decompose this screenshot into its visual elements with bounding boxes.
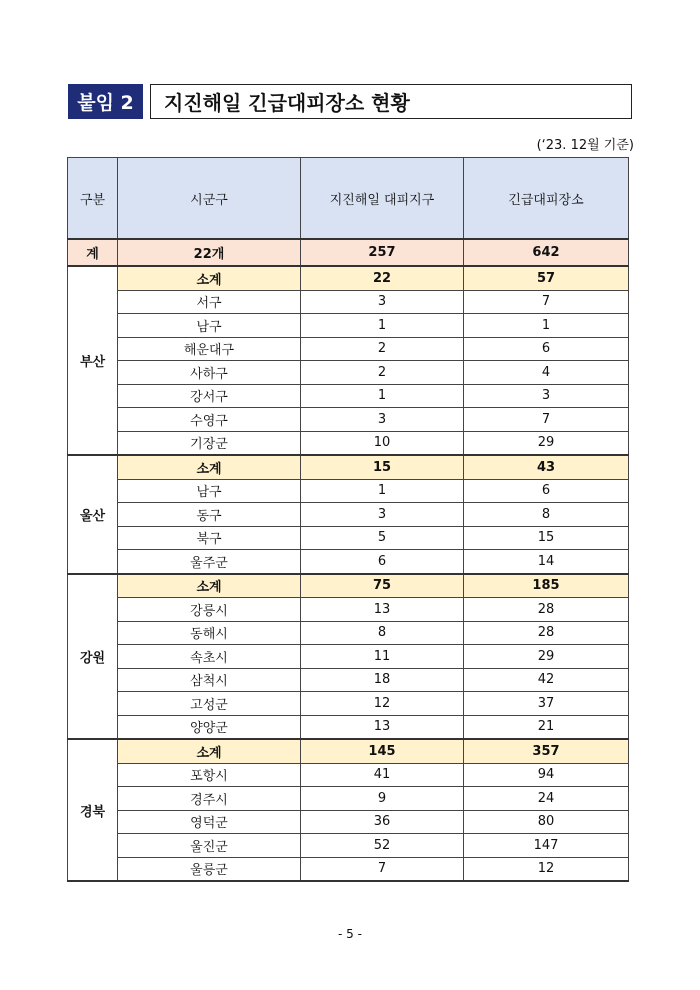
table-row (68, 431, 629, 455)
total-label: 계 (68, 239, 118, 266)
tsunami-zone-count: 2 (301, 337, 464, 361)
shelter-count: 28 (464, 621, 629, 645)
subtotal-label: 소계 (118, 455, 301, 479)
shelter-count: 6 (464, 337, 629, 361)
subtotal-shelters: 43 (464, 455, 629, 479)
district-name: 수영구 (118, 408, 301, 432)
shelter-count: 21 (464, 715, 629, 739)
district-name: 삼척시 (118, 668, 301, 692)
tsunami-zone-count: 13 (301, 715, 464, 739)
table-body (68, 239, 629, 881)
district-name: 경주시 (118, 787, 301, 811)
tsunami-zone-count: 1 (301, 314, 464, 338)
shelter-count: 14 (464, 550, 629, 574)
table-row (68, 550, 629, 574)
district-name: 울릉군 (118, 857, 301, 881)
tsunami-zone-count: 52 (301, 834, 464, 858)
tsunami-zone-count: 10 (301, 431, 464, 455)
subtotal-zones: 75 (301, 574, 464, 598)
tsunami-zone-count: 13 (301, 598, 464, 622)
district-name: 남구 (118, 314, 301, 338)
tsunami-zone-count: 9 (301, 787, 464, 811)
shelter-count: 4 (464, 361, 629, 385)
table-row (68, 692, 629, 716)
table-row (68, 314, 629, 338)
subtotal-row (68, 574, 629, 598)
table-row (68, 668, 629, 692)
district-name: 고성군 (118, 692, 301, 716)
header-district: 시군구 (118, 158, 301, 240)
region-cell: 울산 (68, 455, 118, 574)
shelter-status-table (67, 157, 629, 882)
table-row (68, 503, 629, 527)
district-name: 동구 (118, 503, 301, 527)
region-cell: 부산 (68, 266, 118, 455)
shelter-count: 37 (464, 692, 629, 716)
region-cell: 경북 (68, 739, 118, 881)
district-name: 양양군 (118, 715, 301, 739)
shelter-count: 3 (464, 384, 629, 408)
shelter-count: 6 (464, 479, 629, 503)
subtotal-zones: 22 (301, 266, 464, 290)
tsunami-zone-count: 41 (301, 763, 464, 787)
subtotal-label: 소계 (118, 266, 301, 290)
tsunami-zone-count: 7 (301, 857, 464, 881)
subtotal-shelters: 185 (464, 574, 629, 598)
reference-date: (‘23. 12월 기준) (536, 138, 634, 153)
header-tsunami-zones: 지진해일 대피지구 (301, 158, 464, 240)
table-row (68, 526, 629, 550)
table-row (68, 361, 629, 385)
tsunami-zone-count: 36 (301, 810, 464, 834)
total-districts: 22개 (118, 239, 301, 266)
district-name: 해운대구 (118, 337, 301, 361)
subtotal-label: 소계 (118, 739, 301, 763)
tsunami-zone-count: 1 (301, 384, 464, 408)
table-row (68, 763, 629, 787)
shelter-count: 7 (464, 290, 629, 314)
shelter-count: 15 (464, 526, 629, 550)
district-name: 사하구 (118, 361, 301, 385)
tsunami-zone-count: 18 (301, 668, 464, 692)
table-row (68, 810, 629, 834)
tsunami-zone-count: 5 (301, 526, 464, 550)
shelter-count: 29 (464, 645, 629, 669)
tsunami-zone-count: 11 (301, 645, 464, 669)
subtotal-row (68, 455, 629, 479)
district-name: 속초시 (118, 645, 301, 669)
shelter-count: 1 (464, 314, 629, 338)
table-header-row (68, 158, 629, 240)
table-row (68, 598, 629, 622)
shelter-count: 80 (464, 810, 629, 834)
table-row (68, 408, 629, 432)
district-name: 북구 (118, 526, 301, 550)
shelter-count: 28 (464, 598, 629, 622)
district-name: 영덕군 (118, 810, 301, 834)
district-name: 동해시 (118, 621, 301, 645)
tsunami-zone-count: 8 (301, 621, 464, 645)
subtotal-row (68, 266, 629, 290)
total-shelters: 642 (464, 239, 629, 266)
tsunami-zone-count: 3 (301, 503, 464, 527)
shelter-count: 94 (464, 763, 629, 787)
table-row (68, 479, 629, 503)
subtotal-shelters: 57 (464, 266, 629, 290)
district-name: 강서구 (118, 384, 301, 408)
total-row (68, 239, 629, 266)
table-row (68, 787, 629, 811)
district-name: 서구 (118, 290, 301, 314)
total-zones: 257 (301, 239, 464, 266)
subtotal-row (68, 739, 629, 763)
subtotal-shelters: 357 (464, 739, 629, 763)
tsunami-zone-count: 12 (301, 692, 464, 716)
shelter-count: 29 (464, 431, 629, 455)
district-name: 울주군 (118, 550, 301, 574)
table-row (68, 645, 629, 669)
table-row (68, 857, 629, 881)
district-name: 남구 (118, 479, 301, 503)
table-row (68, 621, 629, 645)
table-row (68, 337, 629, 361)
tsunami-zone-count: 3 (301, 290, 464, 314)
shelter-count: 24 (464, 787, 629, 811)
shelter-count: 42 (464, 668, 629, 692)
shelter-count: 147 (464, 834, 629, 858)
subtotal-zones: 145 (301, 739, 464, 763)
shelter-count: 7 (464, 408, 629, 432)
page-title: 지진해일 긴급대피장소 현황 (150, 84, 632, 119)
page-number: - 5 - (338, 927, 362, 941)
tsunami-zone-count: 2 (301, 361, 464, 385)
district-name: 포항시 (118, 763, 301, 787)
tsunami-zone-count: 1 (301, 479, 464, 503)
table-row (68, 715, 629, 739)
shelter-count: 12 (464, 857, 629, 881)
table-row (68, 290, 629, 314)
subtotal-zones: 15 (301, 455, 464, 479)
subtotal-label: 소계 (118, 574, 301, 598)
attachment-badge: 붙임 2 (68, 84, 143, 119)
title-area (68, 84, 143, 119)
district-name: 기장군 (118, 431, 301, 455)
region-cell: 강원 (68, 574, 118, 740)
tsunami-zone-count: 6 (301, 550, 464, 574)
district-name: 강릉시 (118, 598, 301, 622)
header-category: 구분 (68, 158, 118, 240)
header-emergency-shelters: 긴급대피장소 (464, 158, 629, 240)
table-row (68, 384, 629, 408)
tsunami-zone-count: 3 (301, 408, 464, 432)
table-row (68, 834, 629, 858)
district-name: 울진군 (118, 834, 301, 858)
shelter-count: 8 (464, 503, 629, 527)
